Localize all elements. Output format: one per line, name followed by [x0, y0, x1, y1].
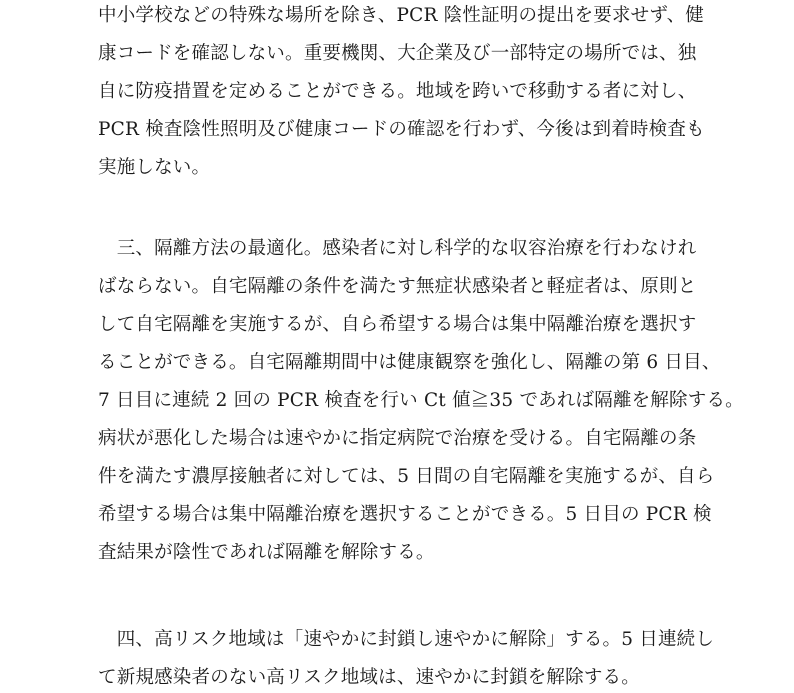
text-line: 康コードを確認しない。重要機関、大企業及び一部特定の場所では、独 [98, 43, 697, 64]
text-line: 希望する場合は集中隔離治療を選択することができる。5 日目の PCR 検 [98, 504, 712, 525]
text-line: ることができる。自宅隔離期間中は健康観察を強化し、隔離の第 6 日目、 [98, 352, 721, 373]
text-line: 査結果が陰性であれば隔離を解除する。 [98, 542, 435, 563]
text-line: 四、高リスク地域は「速やかに封鎖し速やかに解除」する。5 日連続し [98, 629, 715, 650]
text-line: 中小学校などの特殊な場所を除き、PCR 陰性証明の提出を要求せず、健 [98, 5, 704, 26]
text-line: 三、隔離方法の最適化。感染者に対し科学的な収容治療を行わなけれ [98, 238, 697, 259]
text-line: 病状が悪化した場合は速やかに指定病院で治療を受ける。自宅隔離の条 [98, 428, 697, 449]
text-line: 7 日目に連続 2 回の PCR 検査を行い Ct 値≧35 であれば隔離を解除する。 [98, 390, 744, 411]
text-line: PCR 検査陰性照明及び健康コードの確認を行わず、今後は到着時検査も [98, 119, 705, 140]
text-line: して自宅隔離を実施するが、自ら希望する場合は集中隔離治療を選択す [98, 314, 697, 335]
text-line: 実施しない。 [98, 157, 211, 178]
text-line: ばならない。自宅隔離の条件を満たす無症状感染者と軽症者は、原則と [98, 276, 697, 297]
text-line: て新規感染者のない高リスク地域は、速やかに封鎖を解除する。 [98, 667, 640, 688]
text-line: 自に防疫措置を定めることができる。地域を跨いで移動する者に対し、 [98, 81, 697, 102]
text-line: 件を満たす濃厚接触者に対しては、5 日間の自宅隔離を実施するが、自ら [98, 466, 715, 487]
